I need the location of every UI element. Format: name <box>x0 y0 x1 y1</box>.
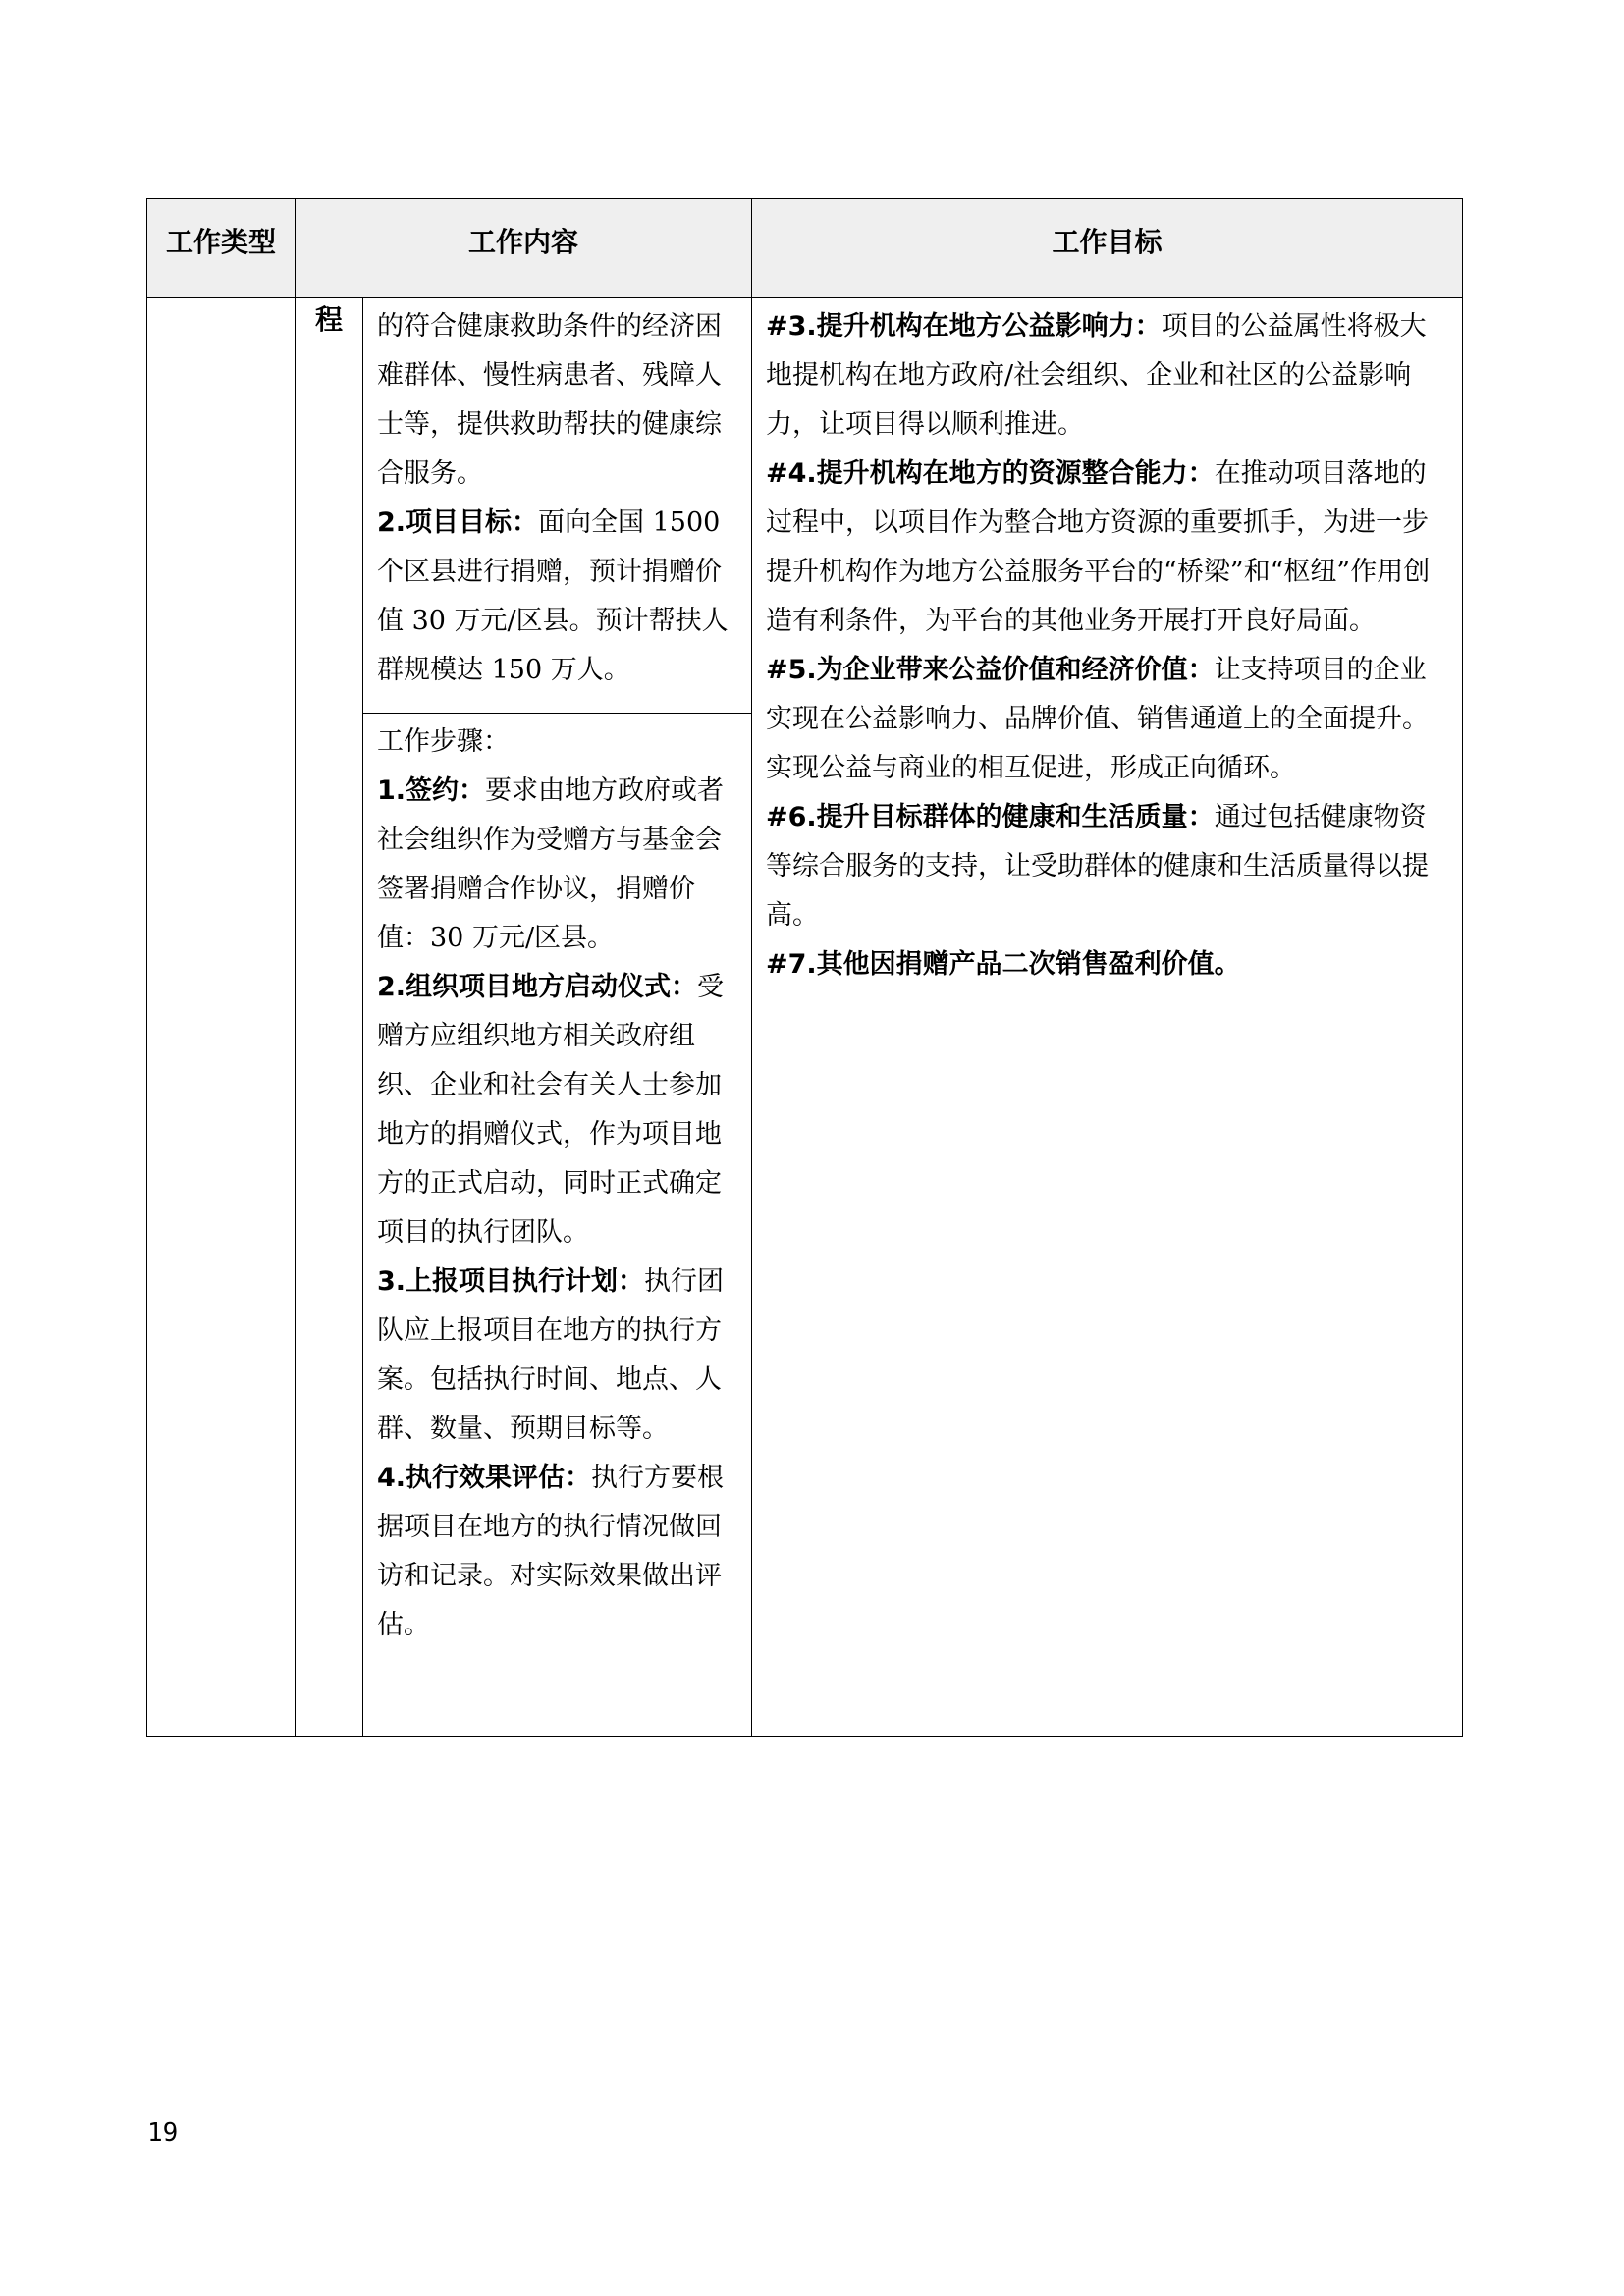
goal-6: #6.提升目标群体的健康和生活质量：通过包括健康物资等综合服务的支持，让受助群体的健康和生活质量得以提高。 <box>766 802 1430 931</box>
step-3: 3.上报项目执行计划：执行团队应上报项目在地方的执行方案。包括执行时间、地点、人群、数量、预期目标等。 <box>377 1266 725 1444</box>
goal-7: #7.其他因捐赠产品二次销售盈利价值。 <box>766 949 1241 980</box>
goal-4: #4.提升机构在地方的资源整合能力：在推动项目落地的过程中，以项目作为整合地方资源的重要抓手，为进一步提升机构作为地方公益服务平台的“桥梁”和“枢纽”作用创造有利条件，为平台的其他业务开展打开良好局面。 <box>766 458 1431 636</box>
work-table <box>146 198 1463 1737</box>
sub-label-cell: 程 <box>296 298 363 1737</box>
work-type-cell <box>147 298 296 1737</box>
goal-5: #5.为企业带来公益价值和经济价值：让支持项目的企业实现在公益影响力、品牌价值、销售通道上的全面提升。实现公益与商业的相互促进，形成正向循环。 <box>766 655 1430 783</box>
page-number: 19 <box>147 2118 179 2148</box>
step-4: 4.执行效果评估：执行方要根据项目在地方的执行情况做回访和记录。对实际效果做出评估。 <box>377 1463 725 1640</box>
content-steps-cell <box>363 714 752 1737</box>
steps-title: 工作步骤： <box>377 726 510 757</box>
step-1: 1.签约：要求由地方政府或者社会组织作为受赠方与基金会签署捐赠合作协议，捐赠价值：30 万元/区县。 <box>377 775 725 953</box>
header-work-goal: 工作目标 <box>752 199 1463 298</box>
content-top-cell <box>363 298 752 714</box>
goals-cell <box>752 298 1463 1737</box>
step-2: 2.组织项目地方启动仪式：受赠方应组织地方相关政府组织、企业和社会有关人士参加地方的捐赠仪式，作为项目地方的正式启动，同时正式确定项目的执行团队。 <box>377 972 725 1248</box>
goal-3: #3.提升机构在地方公益影响力：项目的公益属性将极大地提机构在地方政府/社会组织、企业和社区的公益影响力，让项目得以顺利推进。 <box>766 311 1427 440</box>
header-work-type: 工作类型 <box>147 199 296 298</box>
content-paragraph-2: 2.项目目标：面向全国 1500 个区县进行捐赠，预计捐赠价值 30 万元/区县。预计帮扶人群规模达 150 万人。 <box>377 507 729 685</box>
content-paragraph-1: 的符合健康救助条件的经济困难群体、慢性病患者、残障人士等，提供救助帮扶的健康综合服务。 <box>377 311 722 489</box>
header-work-content: 工作内容 <box>296 199 752 298</box>
